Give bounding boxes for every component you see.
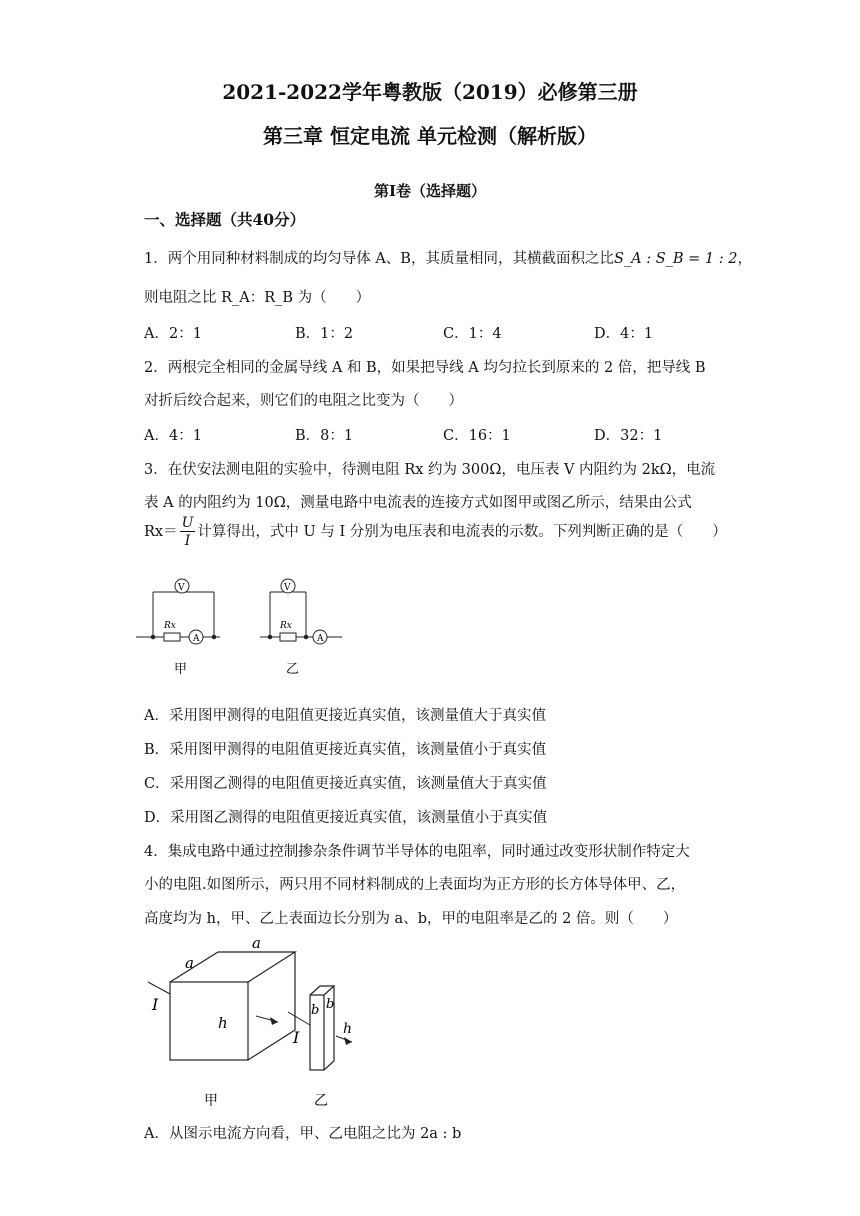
arrow-head-jia bbox=[270, 1017, 278, 1025]
q1-stem-text: 1．两个用同种材料制成的均匀导体 A、B，其质量相同，其横截面积之比 bbox=[144, 251, 614, 267]
q1-formula: S_A : S_B = 1 : 2 bbox=[613, 251, 738, 267]
ammeter-label-jia: A bbox=[193, 634, 200, 644]
q3-stem-line3 bbox=[144, 516, 727, 548]
q4-stem-line1: 4．集成电路中通过控制掺杂条件调节半导体的电阻率，同时通过改变形状制作特定大 bbox=[144, 844, 690, 860]
volume-heading: 第Ⅰ卷（选择题） bbox=[373, 182, 487, 200]
q4-conductor-figure bbox=[140, 930, 380, 1110]
label-b-front: b bbox=[311, 1003, 320, 1018]
q2-stem-line2: 对折后绞合起来，则它们的电阻之比变为（ ） bbox=[144, 393, 463, 409]
q3-stem-line2: 表 A 的内阻约为 10Ω，测量电路中电流表的连接方式如图甲或图乙所示，结果由公式 bbox=[144, 495, 692, 511]
q1-stem-line1 bbox=[144, 247, 752, 268]
label-h-yi: h bbox=[343, 1021, 353, 1037]
q3-stem-line1: 3．在伏安法测电阻的实验中，待测电阻 Rx 约为 300Ω，电压表 V 内阻约为 2kΩ，电流 bbox=[144, 462, 716, 478]
q3-formula-lhs: Rx＝ bbox=[144, 524, 178, 540]
q1-option-b: B．1：2 bbox=[295, 326, 354, 342]
voltmeter-label-yi: V bbox=[284, 583, 291, 593]
q2-option-d: D．32：1 bbox=[594, 428, 663, 444]
q1-stem-line2: 则电阻之比 R_A：R_B 为（ ） bbox=[144, 290, 371, 306]
circuit-yi bbox=[260, 579, 342, 644]
q3-formula-numerator: U bbox=[181, 515, 194, 531]
q1-option-c: C．1：4 bbox=[443, 326, 502, 342]
q3-stem-text3: 计算得出，式中 U 与 I 分别为电压表和电流表的示数。下列判断正确的是（ ） bbox=[197, 524, 727, 540]
figure-label-jia: 甲 bbox=[174, 662, 188, 677]
ammeter-label-yi: A bbox=[317, 634, 324, 644]
figure-label-yi-q4: 乙 bbox=[314, 1093, 328, 1109]
section-heading: 一、选择题（共40分） bbox=[144, 210, 306, 229]
q3-formula-fraction bbox=[180, 516, 196, 548]
q3-option-c: C．采用图乙测得的电阻值更接近真实值，该测量值大于真实值 bbox=[144, 776, 547, 792]
document-title-line1: 2021-2022学年粤教版（2019）必修第三册 bbox=[222, 80, 638, 104]
voltmeter-label-jia: V bbox=[178, 583, 185, 593]
q1-option-d: D．4：1 bbox=[594, 326, 654, 342]
label-b-side: b bbox=[326, 997, 335, 1012]
document-title-line2: 第三章 恒定电流 单元检测（解析版） bbox=[263, 124, 597, 148]
q3-circuit-figures bbox=[136, 570, 356, 690]
label-h-jia: h bbox=[218, 1014, 228, 1032]
label-a-top: a bbox=[252, 934, 261, 952]
q1-stem-end: ， bbox=[737, 251, 752, 267]
q1-option-a: A．2：1 bbox=[144, 326, 202, 342]
label-a-left: a bbox=[185, 954, 194, 972]
q3-option-d: D．采用图乙测得的电阻值更接近真实值，该测量值小于真实值 bbox=[144, 810, 548, 826]
figure-label-yi: 乙 bbox=[286, 662, 300, 677]
q4-stem-line3: 高度均为 h，甲、乙上表面边长分别为 a、b，甲的电阻率是乙的 2 倍。则（ ） bbox=[144, 911, 678, 927]
arrow-head-yi bbox=[344, 1037, 352, 1045]
q4-option-a: A．从图示电流方向看，甲、乙电阻之比为 2a : b bbox=[144, 1126, 462, 1142]
q2-option-b: B．8：1 bbox=[295, 428, 354, 444]
current-in-line-yi bbox=[288, 1012, 310, 1025]
figure-label-jia-q4: 甲 bbox=[204, 1093, 218, 1109]
label-current-jia: I bbox=[152, 995, 159, 1014]
q2-option-a: A．4：1 bbox=[144, 428, 202, 444]
q3-option-b: B．采用图甲测得的电阻值更接近真实值，该测量值小于真实值 bbox=[144, 742, 547, 758]
label-current-yi: I bbox=[293, 1028, 300, 1047]
q3-option-a: A．采用图甲测得的电阻值更接近真实值，该测量值大于真实值 bbox=[144, 708, 546, 724]
q4-stem-line2: 小的电阻.如图所示，两只用不同材料制成的上表面均为正方形的长方体导体甲、乙， bbox=[144, 877, 686, 893]
q2-stem-line1: 2．两根完全相同的金属导线 A 和 B，如果把导线 A 均匀拉长到原来的 2 倍，把导线 B bbox=[144, 360, 706, 376]
q2-option-c: C．16：1 bbox=[443, 428, 511, 444]
resistor-label-jia: Rx bbox=[164, 621, 176, 631]
current-in-line-jia bbox=[148, 982, 170, 994]
q3-formula-denominator: I bbox=[184, 533, 191, 549]
resistor-label-yi: Rx bbox=[280, 621, 292, 631]
